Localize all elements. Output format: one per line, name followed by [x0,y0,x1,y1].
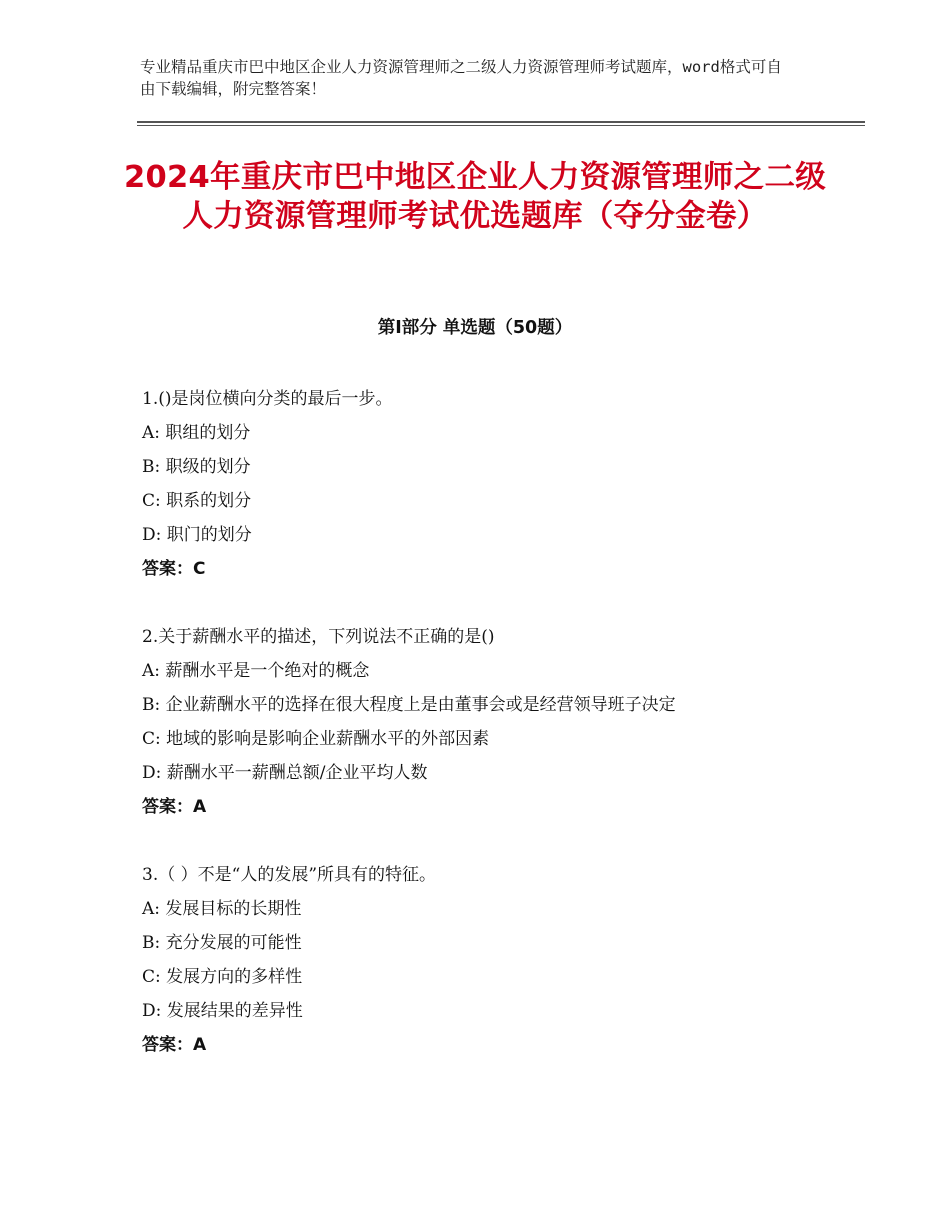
option-d: D: 发展结果的差异性 [142,1001,303,1021]
section-heading: 第Ⅰ部分 单选题（50题） [377,318,573,338]
option-d: D: 职门的划分 [142,525,252,545]
answer-line: 答案：C [142,559,206,579]
header-divider [137,121,865,123]
question-stem: 3.（ ）不是“人的发展”所具有的特征。 [142,865,437,885]
option-b: B: 企业薪酬水平的选择在很大程度上是由董事会或是经营领导班子决定 [142,695,676,715]
question-item [142,382,810,586]
option-a: A: 发展目标的长期性 [142,899,302,919]
option-b: B: 充分发展的可能性 [142,933,302,953]
question-stem: 2.关于薪酬水平的描述，下列说法不正确的是() [142,627,495,647]
option-a: A: 薪酬水平是一个绝对的概念 [142,661,370,681]
header-note: 专业精品重庆市巴中地区企业人力资源管理师之二级人力资源管理师考试题库，word格式可自由下载编辑，附完整答案！ [140,58,782,98]
answer-line: 答案：A [142,797,207,817]
document-title: 2024年重庆市巴中地区企业人力资源管理师之二级人力资源管理师考试优选题库（夺分金卷） [123,160,827,234]
question-list [142,382,810,1096]
answer-line: 答案：A [142,1035,207,1055]
option-c: C: 发展方向的多样性 [142,967,303,987]
question-item [142,620,810,824]
option-b: B: 职级的划分 [142,457,251,477]
header-divider-thin [137,125,865,126]
option-d: D: 薪酬水平一薪酬总额/企业平均人数 [142,763,428,783]
option-a: A: 职组的划分 [142,423,251,443]
question-stem: 1.()是岗位横向分类的最后一步。 [142,389,393,409]
option-c: C: 职系的划分 [142,491,252,511]
question-item [142,858,810,1062]
option-c: C: 地域的影响是影响企业薪酬水平的外部因素 [142,729,490,749]
